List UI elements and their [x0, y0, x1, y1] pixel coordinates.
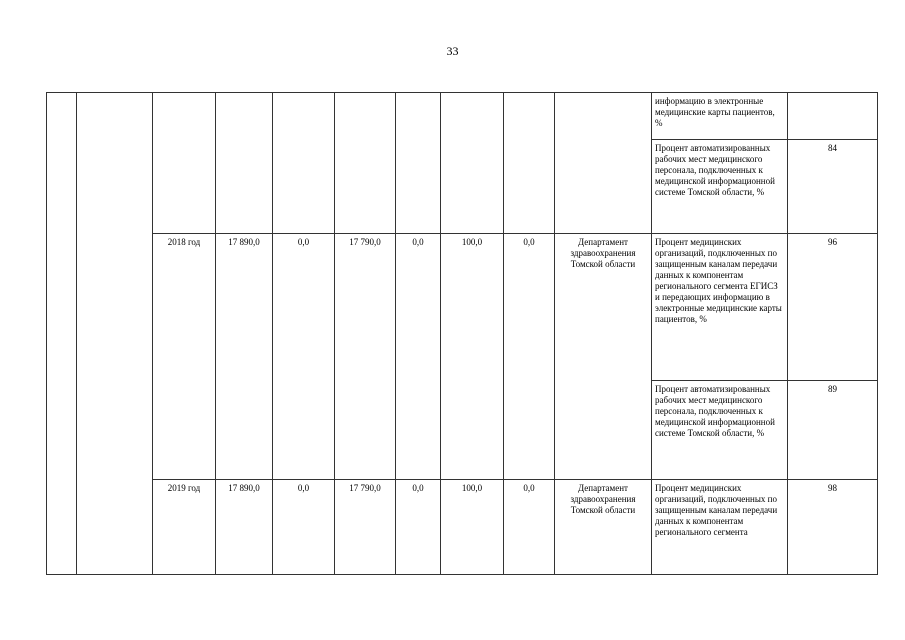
table-row	[47, 93, 878, 140]
cell-total	[216, 93, 273, 234]
cell-regional	[335, 93, 396, 234]
cell-federal	[273, 93, 335, 234]
cell-regional: 17 790,0	[335, 480, 396, 575]
indicator-text: Процент автоматизированных рабочих мест медицинского персонала, подключенных к медицинской информационной системе Томской области, %	[652, 381, 788, 480]
cell-local	[396, 93, 441, 234]
cell-other: 100,0	[441, 480, 504, 575]
cell-other	[441, 93, 504, 234]
cell-federal: 0,0	[273, 480, 335, 575]
cell-executor: Департамент здравоохранения Томской области	[555, 480, 652, 575]
cell-executor	[555, 93, 652, 234]
indicator-text: Процент автоматизированных рабочих мест медицинского персонала, подключенных к медицинской информационной системе Томской области, %	[652, 140, 788, 234]
cell-name	[77, 93, 153, 575]
cell-extra	[504, 93, 555, 234]
indicator-value: 96	[788, 234, 878, 381]
cell-year: 2019 год	[153, 480, 216, 575]
indicator-text: информацию в электронные медицинские карты пациентов, %	[652, 93, 788, 140]
cell-other: 100,0	[441, 234, 504, 480]
cell-executor: Департамент здравоохранения Томской области	[555, 234, 652, 480]
cell-year: 2018 год	[153, 234, 216, 480]
indicator-text: Процент медицинских организаций, подключенных по защищенным каналам передачи данных к компонентам регионального сегмента	[652, 480, 788, 575]
indicator-text: Процент медицинских организаций, подключенных по защищенным каналам передачи данных к компонентам регионального сегмента ЕГИСЗ и передающих информацию в электронные медицинские карты пациентов, %	[652, 234, 788, 381]
table-row	[47, 234, 878, 381]
cell-federal: 0,0	[273, 234, 335, 480]
cell-local: 0,0	[396, 480, 441, 575]
indicator-value: 89	[788, 381, 878, 480]
cell-extra: 0,0	[504, 480, 555, 575]
page-number: 33	[446, 44, 459, 58]
cell-index	[47, 93, 77, 575]
cell-extra: 0,0	[504, 234, 555, 480]
cell-regional: 17 790,0	[335, 234, 396, 480]
cell-year	[153, 93, 216, 234]
cell-total: 17 890,0	[216, 234, 273, 480]
indicator-value: 84	[788, 140, 878, 234]
indicator-value: 98	[788, 480, 878, 575]
cell-local: 0,0	[396, 234, 441, 480]
table-row	[47, 480, 878, 575]
indicator-value	[788, 93, 878, 140]
program-table	[46, 92, 878, 575]
cell-total: 17 890,0	[216, 480, 273, 575]
